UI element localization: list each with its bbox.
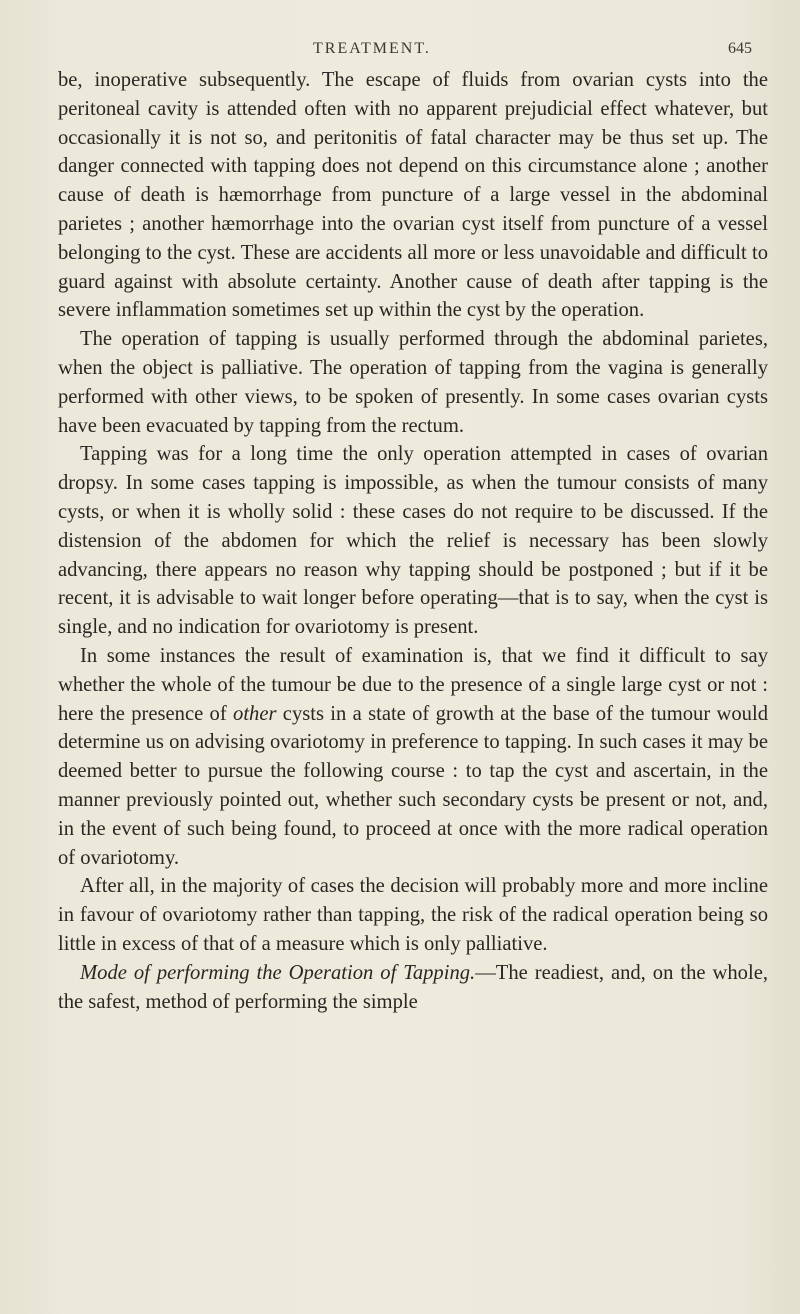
paragraph-4 [58, 642, 768, 872]
paragraph-4-text-a: In some instances the result of examination is, that we find it difficult to say whether the whole of the tumour be due to the presence of a single large cyst or not : here the presence of [58, 644, 768, 725]
paragraph-5: After all, in the majority of cases the decision will probably more and more incline in favour of ovariotomy rather than tapping, the risk of the radical operation being so little in excess of that of a measure which is only palliative. [58, 875, 768, 955]
paragraph-3: Tapping was for a long time the only operation attempted in cases of ovarian dropsy. In some cases tapping is impossible, as when the tumour consists of many cysts, or when it is wholly solid : these cases do not require to be discussed. If the distension of the abdomen for which the relief is necessary has been slowly advancing, there appears no reason why tapping should be postponed ; but if it be recent, it is advisable to wait longer before operating—that is to say, when the cyst is single, and no indication for ovariotomy is present. [58, 443, 768, 639]
paragraph-6-text: —The readiest, and, on the whole, the safest, method of performing the simple [58, 961, 768, 1013]
body-text [58, 66, 768, 1016]
page-number: 645 [728, 40, 752, 57]
paragraph-4-text-b: cysts in a state of growth at the base of the tumour would determine us on advising ovariotomy in preference to tapping. In such cases it may be deemed better to pursue the following course : to tap the cyst and ascertain, in the manner previously pointed out, whether such secondary cysts be present or not, and, in the event of such being found, to proceed at once with the more radical operation of ovariotomy. [58, 702, 768, 869]
paragraph-2: The operation of tapping is usually performed through the abdominal parietes, when the object is palliative. The operation of tapping from the vagina is generally performed with other views, to be spoken of presently. In some cases ovarian cysts have been evacuated by tapping from the rectum. [58, 328, 768, 437]
paragraph-4-emphasis: other [233, 702, 277, 725]
paragraph-6 [58, 959, 768, 1017]
section-heading: Mode of performing the Operation of Tapping. [80, 961, 476, 984]
paragraph-1: be, inoperative subsequently. The escape of fluids from ovarian cysts into the peritoneal cavity is attended often with no apparent prejudicial effect whatever, but occasionally it is not so, and peritonitis of fatal character may be thus set up. The danger connected with tapping does not depend on this circumstance alone ; another cause of death is hæmorrhage from puncture of a large vessel in the abdominal parietes ; another hæmorrhage into the ovarian cyst itself from puncture of a vessel belonging to the cyst. These are accidents all more or less unavoidable and difficult to guard against with absolute certainty. Another cause of death after tapping is the severe inflammation sometimes set up within the cyst by the operation. [58, 69, 768, 322]
page-header [0, 40, 800, 66]
running-head: TREATMENT. [313, 40, 431, 57]
